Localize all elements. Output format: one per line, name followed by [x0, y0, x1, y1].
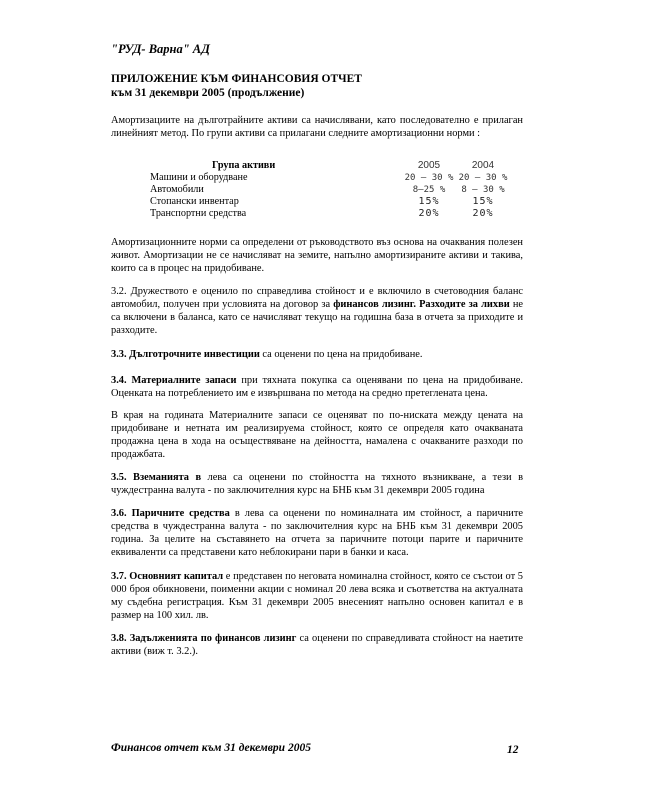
- p34-heading: 3.4. Материалните запаси: [111, 375, 237, 386]
- row-group: Стопански инвентар: [150, 196, 239, 207]
- p32-text-c: не са включени в баланса, като се начисляват текущо на годишна база в отчета за приходите и разходите.: [111, 299, 524, 336]
- table-header-row: [150, 160, 510, 172]
- title-line-1: ПРИЛОЖЕНИЕ КЪМ ФИНАНСОВИЯ ОТЧЕТ: [111, 73, 362, 85]
- depreciation-table: [150, 160, 510, 220]
- footer-text: Финансов отчет към 31 декември 2005: [111, 742, 311, 754]
- p32-bold: финансов лизинг. Разходите за лихви: [333, 299, 510, 310]
- table-row: [150, 172, 510, 184]
- p36-heading: 3.6. Паричните средства: [111, 508, 230, 519]
- paragraph-3-4: [111, 374, 523, 400]
- row-2004: 15%: [472, 196, 494, 207]
- page-title: [111, 72, 362, 100]
- table-row: [150, 208, 510, 220]
- header-2004: 2004: [471, 160, 495, 171]
- page-number: 12: [507, 744, 519, 756]
- paragraph-3-2: [111, 285, 523, 337]
- p32-text-a: 3.2. Дружеството е оценило по справедлива стойност и е включило в счетоводния баланс автомобил, получен при условията на договор за: [111, 286, 523, 310]
- row-2004: 20 – 30 %: [458, 173, 508, 183]
- paragraph-3-3: [111, 348, 523, 361]
- row-group: Транспортни средства: [150, 208, 247, 219]
- row-2004: 8 – 30 %: [461, 185, 505, 195]
- paragraph-3-7: [111, 570, 523, 622]
- p38-heading: 3.8. Задълженията по финансов лизинг: [111, 633, 297, 644]
- p37-text: е представен по неговата номинална стойност, която се състои от 5 000 броя обикновени, поименни акции с номинал 20 лева всяка и съответства на актуалната му съдебна регистрация. Към 31 декември 2005 внесеният напълно основен капитал е в размер на 100 хил. лв.: [111, 571, 524, 621]
- paragraph-3-5: [111, 471, 523, 497]
- row-2005: 20 – 30 %: [404, 173, 454, 183]
- p36-text: в лева са оценени по номиналната им стойност, а паричните средства в чуждестранна валута - по заключителния курс на БНБ към 31 декември 2005 година. За целите на съставянето на отчета за паричните потоци парите и паричните еквиваленти са представени като неблокирани пари в банки и каса.: [111, 508, 523, 558]
- header-group: Група активи: [212, 160, 276, 171]
- table-row: [150, 196, 510, 208]
- title-line-2: към 31 декември 2005 (продължение): [111, 87, 305, 99]
- row-group: Автомобили: [150, 184, 204, 195]
- row-2005: 20%: [418, 208, 440, 219]
- paragraph-3-8: [111, 632, 523, 658]
- p35-heading: 3.5. Вземанията в: [111, 472, 202, 483]
- header-2005: 2005: [417, 160, 441, 171]
- p38-text: са оценени по справедливата стойност на наетите активи (виж т. 3.2.).: [111, 633, 523, 657]
- p34-text: при тяхната покупка са оценявани по цена на придобиване. Оценката на потреблението им е извършвана по метода на средно претеглената цена.: [111, 375, 523, 399]
- intro-paragraph: Амортизациите на дълготрайните активи са начислявани, като последователно е прилаган линейният метод. По групи активи са прилагани следните амортизационни норми :: [111, 115, 523, 139]
- row-2004: 20%: [472, 208, 494, 219]
- p33-heading: 3.3. Дълготрочните инвестиции: [111, 349, 260, 360]
- norms-paragraph: Амортизационните норми са определени от ръководството въз основа на очаквания полезен живот. Амортизации не се начисляват на земите, напълно амортизираните активи и такива, които са в процес на придобиване.: [111, 237, 523, 274]
- paragraph-3-6: [111, 507, 523, 559]
- p35-text: лева са оценени по стойността на тяхното възникване, а тези в чуждестранна валута - по заключителния курс на БНБ към 31 декември 2005 година: [111, 472, 523, 496]
- row-group: Машини и оборудване: [150, 172, 248, 183]
- row-2005: 15%: [418, 196, 440, 207]
- p37-heading: 3.7. Основният капитал: [111, 571, 224, 582]
- row-2005: 8–25 %: [412, 185, 446, 195]
- table-row: [150, 184, 510, 196]
- paragraph-3-4-continued: В края на годината Материалните запаси се оценяват по по-ниската между цената на придобиване и нетната им реализируема стойност, която се определя като очакваната продажна цена в хода на осъществяване на дейността, намалена с очакваните разходи по продажбата.: [111, 410, 523, 460]
- p33-text: са оценени по цена на придобиване.: [259, 349, 423, 360]
- company-name: "РУД- Варна" АД: [111, 42, 210, 56]
